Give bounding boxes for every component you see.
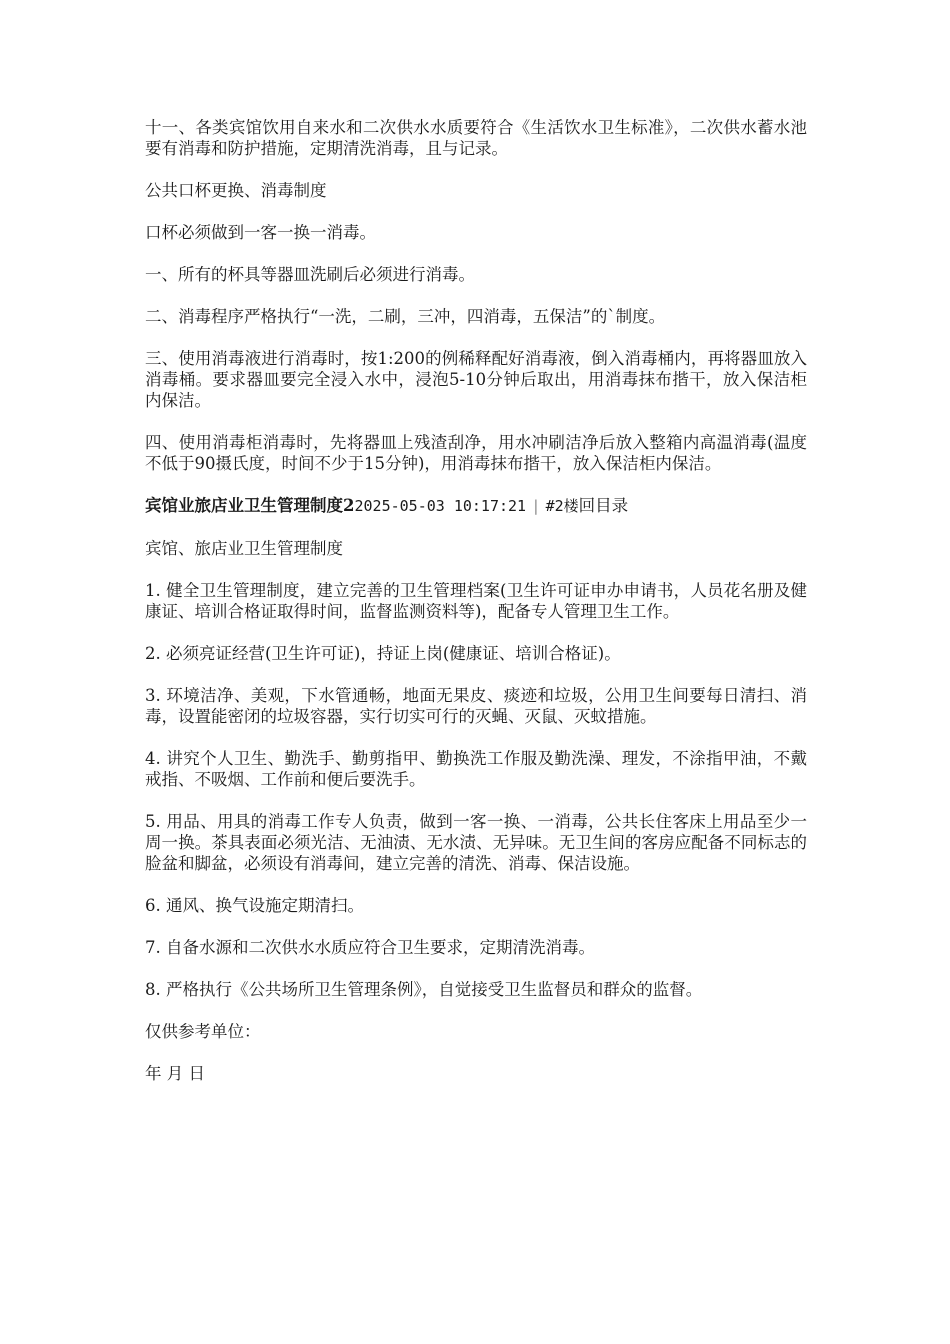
paragraph: 8. 严格执行《公共场所卫生管理条例》，自觉接受卫生监督员和群众的监督。: [145, 980, 703, 999]
section-heading: 公共口杯更换、消毒制度: [145, 181, 327, 200]
document-body: [145, 117, 807, 1105]
paragraph: 三、使用消毒液进行消毒时，按1:200的例稀释配好消毒液，倒入消毒桶内，再将器皿放入消毒桶。要求器皿要完全浸入水中，浸泡5-10分钟后取出，用消毒抹布揩干，放入保洁柜内保洁。: [145, 349, 807, 410]
paragraph: 4. 讲究个人卫生、勤洗手、勤剪指甲、勤换洗工作服及勤洗澡、理发，不涂指甲油，不戴戒指、不吸烟、工作前和便后要洗手。: [145, 749, 807, 789]
post-title: 宾馆业旅店业卫生管理制度2: [145, 496, 355, 515]
post-header: [145, 495, 807, 517]
section-heading: 宾馆、旅店业卫生管理制度: [145, 539, 343, 558]
paragraph: 口杯必须做到一客一换一消毒。: [145, 223, 376, 242]
paragraph: 二、消毒程序严格执行“一洗，二刷，三冲，四消毒，五保洁”的`制度。: [145, 307, 666, 326]
signature-date: 年 月 日: [145, 1064, 205, 1083]
back-to-toc-link[interactable]: 回目录: [578, 496, 629, 515]
post-timestamp: 2025-05-03 10:17:21: [354, 497, 527, 515]
post-separator: |: [531, 497, 541, 515]
paragraph: 5. 用品、用具的消毒工作专人负责，做到一客一换、一消毒，公共长住客床上用品至少一周一换。茶具表面必须光洁、无油渍、无水渍、无异味。无卫生间的客房应配备不同标志的脸盆和脚盆，必须设有消毒间，建立完善的清洗、消毒、保洁设施。: [145, 812, 807, 873]
paragraph: 6. 通风、换气设施定期清扫。: [145, 896, 364, 915]
paragraph: 3. 环境洁净、美观，下水管通畅，地面无果皮、痰迹和垃圾，公用卫生间要每日清扫、消毒，设置能密闭的垃圾容器，实行切实可行的灭蝇、灭鼠、灭蚊措施。: [145, 686, 807, 726]
signature-unit: 仅供参考单位：: [145, 1022, 261, 1041]
paragraph: 1. 健全卫生管理制度，建立完善的卫生管理档案(卫生许可证申办申请书，人员花名册及健康证、培训合格证取得时间，监督监测资料等)，配备专人管理卫生工作。: [145, 581, 807, 621]
paragraph: 一、所有的杯具等器皿洗刷后必须进行消毒。: [145, 265, 475, 284]
post-floor: #2楼: [545, 497, 579, 515]
paragraph: 2. 必须亮证经营(卫生许可证)，持证上岗(健康证、培训合格证)。: [145, 644, 621, 663]
paragraph: 十一、各类宾馆饮用自来水和二次供水水质要符合《生活饮水卫生标准》，二次供水蓄水池要有消毒和防护措施，定期清洗消毒，且与记录。: [145, 118, 807, 158]
paragraph: 四、使用消毒柜消毒时，先将器皿上残渣刮净，用水冲刷洁净后放入整箱内高温消毒(温度不低于90摄氏度，时间不少于15分钟)，用消毒抹布揩干，放入保洁柜内保洁。: [145, 433, 807, 473]
paragraph: 7. 自备水源和二次供水水质应符合卫生要求，定期清洗消毒。: [145, 938, 595, 957]
